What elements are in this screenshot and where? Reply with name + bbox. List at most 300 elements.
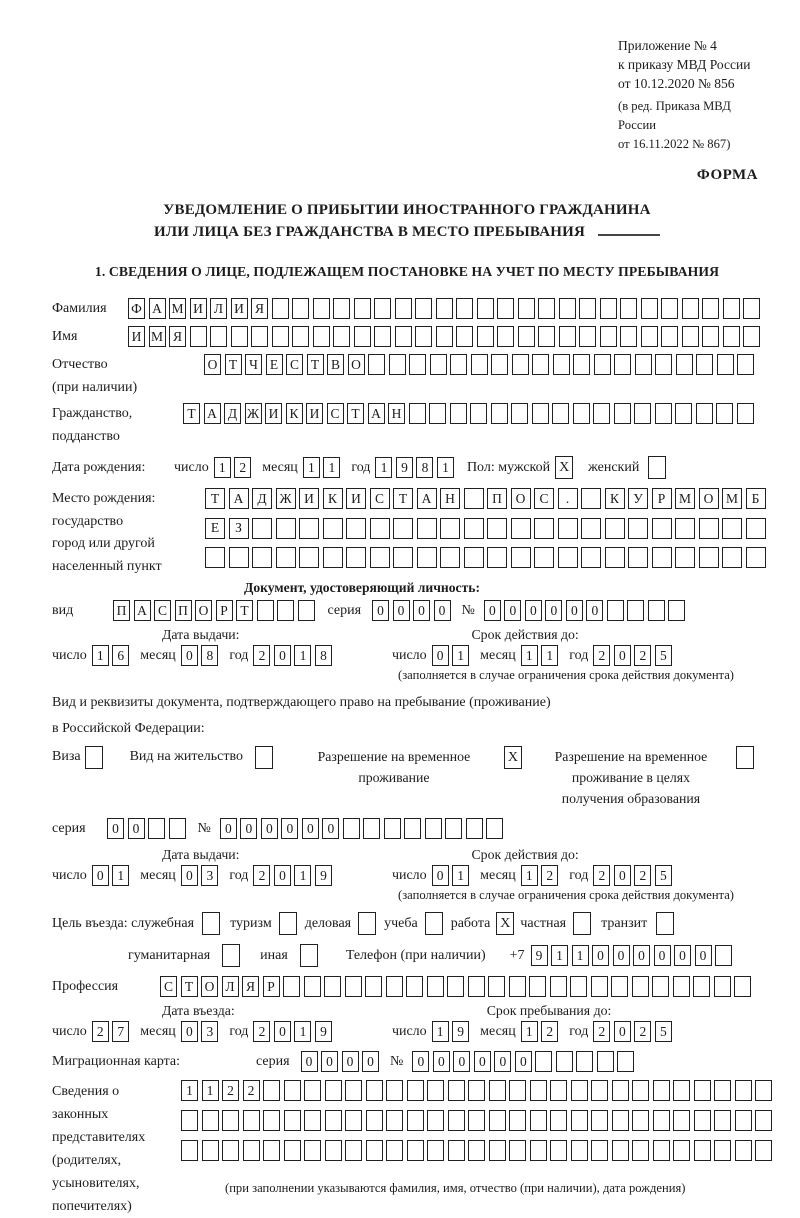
char-cell[interactable]: О — [201, 976, 218, 997]
entry-day-input[interactable] — [92, 1021, 130, 1042]
char-cell[interactable]: 3 — [201, 865, 218, 886]
char-cell[interactable]: О — [699, 488, 719, 509]
char-cell[interactable] — [673, 1110, 690, 1131]
char-cell[interactable] — [743, 326, 760, 347]
char-cell[interactable] — [518, 298, 535, 319]
char-cell[interactable] — [573, 403, 590, 424]
char-cell[interactable] — [648, 456, 666, 479]
char-cell[interactable] — [535, 1051, 552, 1072]
char-cell[interactable] — [404, 818, 421, 839]
char-cell[interactable]: 1 — [521, 1021, 538, 1042]
char-cell[interactable] — [222, 944, 240, 967]
char-cell[interactable]: 0 — [614, 645, 631, 666]
purpose-other-checkbox[interactable] — [300, 944, 318, 967]
char-cell[interactable]: 0 — [322, 818, 339, 839]
char-cell[interactable] — [661, 326, 678, 347]
char-cell[interactable] — [323, 518, 343, 539]
char-cell[interactable]: Ж — [245, 403, 262, 424]
char-cell[interactable]: И — [346, 488, 366, 509]
char-cell[interactable] — [366, 1080, 383, 1101]
char-cell[interactable] — [409, 403, 426, 424]
char-cell[interactable]: 1 — [521, 645, 538, 666]
char-cell[interactable]: 0 — [413, 600, 430, 621]
char-cell[interactable]: 6 — [112, 645, 129, 666]
char-cell[interactable] — [190, 326, 207, 347]
char-cell[interactable] — [427, 1080, 444, 1101]
entry-month-input[interactable] — [181, 1021, 219, 1042]
char-cell[interactable]: У — [628, 488, 648, 509]
char-cell[interactable] — [284, 1140, 301, 1161]
char-cell[interactable]: С — [160, 976, 177, 997]
char-cell[interactable] — [393, 547, 413, 568]
char-cell[interactable]: X — [496, 912, 514, 935]
char-cell[interactable] — [325, 1140, 342, 1161]
char-cell[interactable] — [573, 354, 590, 375]
char-cell[interactable] — [466, 818, 483, 839]
char-cell[interactable] — [210, 326, 227, 347]
char-cell[interactable]: 5 — [655, 865, 672, 886]
doc-expiry-day-input[interactable] — [432, 645, 470, 666]
char-cell[interactable] — [345, 1110, 362, 1131]
doc-series-input[interactable] — [372, 600, 451, 621]
char-cell[interactable]: 0 — [484, 600, 501, 621]
permit-issue-day-input[interactable] — [92, 865, 130, 886]
char-cell[interactable] — [304, 1140, 321, 1161]
char-cell[interactable]: Я — [169, 326, 186, 347]
char-cell[interactable]: 0 — [342, 1051, 359, 1072]
mc-series-input[interactable] — [301, 1051, 380, 1072]
char-cell[interactable]: 2 — [253, 865, 270, 886]
char-cell[interactable] — [393, 518, 413, 539]
char-cell[interactable]: 2 — [541, 865, 558, 886]
char-cell[interactable] — [632, 976, 649, 997]
char-cell[interactable] — [717, 354, 734, 375]
char-cell[interactable] — [509, 1080, 526, 1101]
char-cell[interactable] — [737, 354, 754, 375]
char-cell[interactable] — [417, 518, 437, 539]
char-cell[interactable] — [324, 976, 341, 997]
char-cell[interactable] — [497, 298, 514, 319]
char-cell[interactable] — [181, 1110, 198, 1131]
char-cell[interactable] — [243, 1140, 260, 1161]
char-cell[interactable] — [723, 326, 740, 347]
char-cell[interactable] — [511, 547, 531, 568]
char-cell[interactable] — [612, 1080, 629, 1101]
char-cell[interactable]: Р — [216, 600, 233, 621]
doc-number-input[interactable] — [484, 600, 686, 621]
char-cell[interactable] — [571, 1110, 588, 1131]
sex-male-checkbox[interactable] — [555, 456, 573, 479]
char-cell[interactable] — [429, 403, 446, 424]
char-cell[interactable] — [427, 1110, 444, 1131]
char-cell[interactable] — [436, 326, 453, 347]
char-cell[interactable] — [656, 912, 674, 935]
char-cell[interactable]: 8 — [201, 645, 218, 666]
char-cell[interactable] — [591, 1080, 608, 1101]
char-cell[interactable] — [682, 298, 699, 319]
doc-issue-month-input[interactable] — [181, 645, 219, 666]
char-cell[interactable] — [370, 518, 390, 539]
char-cell[interactable] — [538, 326, 555, 347]
char-cell[interactable]: 2 — [253, 1021, 270, 1042]
char-cell[interactable] — [470, 403, 487, 424]
char-cell[interactable] — [722, 547, 742, 568]
char-cell[interactable] — [653, 1140, 670, 1161]
char-cell[interactable]: 0 — [434, 600, 451, 621]
char-cell[interactable]: 0 — [181, 1021, 198, 1042]
char-cell[interactable]: 8 — [315, 645, 332, 666]
char-cell[interactable] — [325, 1110, 342, 1131]
char-cell[interactable] — [676, 354, 693, 375]
char-cell[interactable] — [313, 298, 330, 319]
char-cell[interactable] — [389, 354, 406, 375]
birthplace-row1-input[interactable] — [205, 488, 766, 509]
temp-permit-edu-checkbox[interactable] — [736, 746, 754, 769]
char-cell[interactable]: 0 — [432, 865, 449, 886]
char-cell[interactable]: О — [348, 354, 365, 375]
char-cell[interactable]: А — [149, 298, 166, 319]
char-cell[interactable] — [257, 600, 274, 621]
char-cell[interactable] — [202, 912, 220, 935]
char-cell[interactable] — [450, 354, 467, 375]
purpose-tourism-checkbox[interactable] — [279, 912, 297, 935]
char-cell[interactable] — [491, 354, 508, 375]
char-cell[interactable] — [409, 354, 426, 375]
char-cell[interactable]: 1 — [112, 865, 129, 886]
char-cell[interactable]: 0 — [362, 1051, 379, 1072]
char-cell[interactable]: М — [169, 298, 186, 319]
char-cell[interactable] — [736, 746, 754, 769]
char-cell[interactable] — [450, 403, 467, 424]
char-cell[interactable] — [755, 1140, 772, 1161]
char-cell[interactable] — [488, 976, 505, 997]
char-cell[interactable] — [448, 1140, 465, 1161]
char-cell[interactable] — [313, 326, 330, 347]
char-cell[interactable]: 0 — [107, 818, 124, 839]
char-cell[interactable]: 0 — [525, 600, 542, 621]
permit-expiry-day-input[interactable] — [432, 865, 470, 886]
representatives-row3-input[interactable] — [181, 1140, 772, 1161]
char-cell[interactable] — [534, 518, 554, 539]
char-cell[interactable] — [511, 518, 531, 539]
char-cell[interactable]: Д — [252, 488, 272, 509]
char-cell[interactable] — [696, 403, 713, 424]
char-cell[interactable] — [386, 1080, 403, 1101]
char-cell[interactable] — [699, 547, 719, 568]
char-cell[interactable] — [635, 354, 652, 375]
char-cell[interactable] — [755, 1110, 772, 1131]
char-cell[interactable]: Т — [393, 488, 413, 509]
char-cell[interactable]: С — [154, 600, 171, 621]
char-cell[interactable] — [292, 326, 309, 347]
char-cell[interactable]: М — [149, 326, 166, 347]
char-cell[interactable] — [550, 1080, 567, 1101]
char-cell[interactable] — [386, 1110, 403, 1131]
char-cell[interactable]: Е — [266, 354, 283, 375]
char-cell[interactable] — [591, 1140, 608, 1161]
char-cell[interactable] — [715, 945, 732, 966]
char-cell[interactable]: А — [204, 403, 221, 424]
stay-year-input[interactable] — [593, 1021, 672, 1042]
char-cell[interactable] — [696, 354, 713, 375]
char-cell[interactable] — [550, 1140, 567, 1161]
char-cell[interactable]: 1 — [303, 457, 320, 478]
char-cell[interactable] — [365, 976, 382, 997]
char-cell[interactable] — [634, 403, 651, 424]
char-cell[interactable] — [550, 976, 567, 997]
permit-expiry-year-input[interactable] — [593, 865, 672, 886]
char-cell[interactable]: Е — [205, 518, 225, 539]
char-cell[interactable]: Ф — [128, 298, 145, 319]
char-cell[interactable] — [489, 1110, 506, 1131]
char-cell[interactable] — [714, 1140, 731, 1161]
char-cell[interactable]: Л — [222, 976, 239, 997]
char-cell[interactable]: Р — [652, 488, 672, 509]
char-cell[interactable] — [181, 1140, 198, 1161]
char-cell[interactable]: Н — [388, 403, 405, 424]
char-cell[interactable]: 0 — [614, 1021, 631, 1042]
char-cell[interactable]: И — [306, 403, 323, 424]
char-cell[interactable] — [530, 1110, 547, 1131]
char-cell[interactable]: О — [204, 354, 221, 375]
char-cell[interactable] — [205, 547, 225, 568]
char-cell[interactable]: 1 — [202, 1080, 219, 1101]
purpose-transit-checkbox[interactable] — [656, 912, 674, 935]
char-cell[interactable] — [487, 518, 507, 539]
char-cell[interactable] — [600, 326, 617, 347]
char-cell[interactable] — [558, 518, 578, 539]
char-cell[interactable] — [464, 547, 484, 568]
char-cell[interactable] — [406, 976, 423, 997]
doc-expiry-month-input[interactable] — [521, 645, 559, 666]
char-cell[interactable] — [714, 1110, 731, 1131]
char-cell[interactable] — [655, 403, 672, 424]
char-cell[interactable] — [263, 1140, 280, 1161]
char-cell[interactable] — [283, 976, 300, 997]
char-cell[interactable] — [605, 547, 625, 568]
char-cell[interactable]: Т — [236, 600, 253, 621]
char-cell[interactable]: 8 — [416, 457, 433, 478]
char-cell[interactable] — [255, 746, 273, 769]
char-cell[interactable]: 1 — [294, 1021, 311, 1042]
char-cell[interactable] — [512, 354, 529, 375]
char-cell[interactable]: 0 — [586, 600, 603, 621]
char-cell[interactable]: 0 — [372, 600, 389, 621]
char-cell[interactable] — [648, 600, 665, 621]
char-cell[interactable] — [346, 518, 366, 539]
char-cell[interactable]: И — [128, 326, 145, 347]
char-cell[interactable]: 0 — [614, 865, 631, 886]
char-cell[interactable]: П — [487, 488, 507, 509]
char-cell[interactable]: Ж — [276, 488, 296, 509]
purpose-business-checkbox[interactable] — [358, 912, 376, 935]
char-cell[interactable]: 0 — [613, 945, 630, 966]
char-cell[interactable]: 2 — [234, 457, 251, 478]
char-cell[interactable] — [668, 600, 685, 621]
char-cell[interactable] — [628, 547, 648, 568]
char-cell[interactable]: Я — [242, 976, 259, 997]
purpose-work-checkbox[interactable] — [496, 912, 514, 935]
char-cell[interactable]: 1 — [541, 645, 558, 666]
char-cell[interactable]: 0 — [181, 645, 198, 666]
char-cell[interactable] — [252, 518, 272, 539]
char-cell[interactable] — [276, 547, 296, 568]
char-cell[interactable] — [386, 976, 403, 997]
char-cell[interactable] — [534, 547, 554, 568]
char-cell[interactable] — [231, 326, 248, 347]
purpose-humanitarian-checkbox[interactable] — [222, 944, 240, 967]
char-cell[interactable]: 0 — [302, 818, 319, 839]
char-cell[interactable]: Л — [210, 298, 227, 319]
char-cell[interactable]: 0 — [274, 865, 291, 886]
char-cell[interactable] — [497, 326, 514, 347]
char-cell[interactable] — [243, 1110, 260, 1131]
char-cell[interactable] — [487, 547, 507, 568]
char-cell[interactable] — [304, 1080, 321, 1101]
char-cell[interactable] — [632, 1110, 649, 1131]
char-cell[interactable] — [581, 518, 601, 539]
char-cell[interactable] — [304, 976, 321, 997]
char-cell[interactable] — [530, 1080, 547, 1101]
char-cell[interactable]: 1 — [521, 865, 538, 886]
char-cell[interactable] — [202, 1110, 219, 1131]
char-cell[interactable]: 0 — [633, 945, 650, 966]
char-cell[interactable]: 0 — [494, 1051, 511, 1072]
char-cell[interactable] — [415, 326, 432, 347]
char-cell[interactable] — [440, 518, 460, 539]
char-cell[interactable] — [571, 1080, 588, 1101]
char-cell[interactable] — [263, 1110, 280, 1131]
char-cell[interactable]: А — [229, 488, 249, 509]
citizenship-input[interactable] — [183, 403, 754, 424]
char-cell[interactable]: 0 — [453, 1051, 470, 1072]
char-cell[interactable] — [559, 326, 576, 347]
char-cell[interactable] — [407, 1080, 424, 1101]
char-cell[interactable]: Б — [746, 488, 766, 509]
char-cell[interactable]: 0 — [433, 1051, 450, 1072]
char-cell[interactable]: 2 — [634, 1021, 651, 1042]
char-cell[interactable] — [734, 976, 751, 997]
char-cell[interactable] — [591, 976, 608, 997]
char-cell[interactable] — [468, 1140, 485, 1161]
char-cell[interactable] — [298, 600, 315, 621]
char-cell[interactable]: 2 — [593, 865, 610, 886]
char-cell[interactable]: 0 — [92, 865, 109, 886]
char-cell[interactable] — [345, 1140, 362, 1161]
char-cell[interactable] — [538, 298, 555, 319]
char-cell[interactable] — [374, 298, 391, 319]
char-cell[interactable] — [702, 326, 719, 347]
char-cell[interactable] — [661, 298, 678, 319]
char-cell[interactable] — [581, 488, 601, 509]
char-cell[interactable]: С — [370, 488, 390, 509]
phone-input[interactable] — [531, 945, 733, 966]
char-cell[interactable] — [652, 976, 669, 997]
char-cell[interactable]: Т — [205, 488, 225, 509]
char-cell[interactable] — [464, 518, 484, 539]
char-cell[interactable] — [702, 298, 719, 319]
char-cell[interactable] — [407, 1110, 424, 1131]
doc-type-input[interactable] — [113, 600, 315, 621]
char-cell[interactable] — [628, 518, 648, 539]
representatives-row1-input[interactable] — [181, 1080, 772, 1101]
char-cell[interactable] — [673, 1080, 690, 1101]
char-cell[interactable]: 2 — [634, 645, 651, 666]
birth-month-input[interactable] — [303, 457, 341, 478]
char-cell[interactable] — [746, 518, 766, 539]
char-cell[interactable] — [202, 1140, 219, 1161]
doc-issue-year-input[interactable] — [253, 645, 332, 666]
char-cell[interactable]: . — [558, 488, 578, 509]
char-cell[interactable] — [653, 1080, 670, 1101]
char-cell[interactable] — [468, 976, 485, 997]
char-cell[interactable]: 0 — [566, 600, 583, 621]
purpose-study-checkbox[interactable] — [425, 912, 443, 935]
char-cell[interactable]: Ч — [245, 354, 262, 375]
given-name-input[interactable] — [128, 326, 760, 347]
char-cell[interactable]: П — [113, 600, 130, 621]
birth-year-input[interactable] — [375, 457, 454, 478]
char-cell[interactable]: 1 — [452, 645, 469, 666]
char-cell[interactable]: 3 — [201, 1021, 218, 1042]
entry-year-input[interactable] — [253, 1021, 332, 1042]
char-cell[interactable] — [346, 547, 366, 568]
residence-permit-checkbox[interactable] — [255, 746, 273, 769]
char-cell[interactable] — [251, 326, 268, 347]
char-cell[interactable]: 0 — [181, 865, 198, 886]
char-cell[interactable] — [300, 944, 318, 967]
char-cell[interactable] — [716, 403, 733, 424]
char-cell[interactable] — [694, 1080, 711, 1101]
char-cell[interactable]: 0 — [695, 945, 712, 966]
char-cell[interactable] — [440, 547, 460, 568]
char-cell[interactable] — [279, 912, 297, 935]
char-cell[interactable] — [263, 1080, 280, 1101]
char-cell[interactable] — [358, 912, 376, 935]
char-cell[interactable]: 0 — [654, 945, 671, 966]
patronymic-input[interactable] — [204, 354, 754, 375]
char-cell[interactable] — [591, 1110, 608, 1131]
birthplace-row2-input[interactable] — [205, 518, 766, 539]
char-cell[interactable] — [597, 1051, 614, 1072]
char-cell[interactable]: Я — [251, 298, 268, 319]
char-cell[interactable] — [407, 1140, 424, 1161]
char-cell[interactable]: Т — [181, 976, 198, 997]
char-cell[interactable] — [735, 1110, 752, 1131]
char-cell[interactable] — [627, 600, 644, 621]
char-cell[interactable] — [272, 298, 289, 319]
char-cell[interactable] — [395, 326, 412, 347]
char-cell[interactable] — [559, 298, 576, 319]
birthplace-row3-input[interactable] — [205, 547, 766, 568]
char-cell[interactable]: 1 — [375, 457, 392, 478]
char-cell[interactable] — [384, 818, 401, 839]
char-cell[interactable]: 0 — [274, 645, 291, 666]
char-cell[interactable]: 0 — [321, 1051, 338, 1072]
char-cell[interactable] — [694, 1140, 711, 1161]
char-cell[interactable] — [593, 403, 610, 424]
char-cell[interactable] — [445, 818, 462, 839]
char-cell[interactable] — [509, 1110, 526, 1131]
char-cell[interactable] — [370, 547, 390, 568]
char-cell[interactable]: 2 — [253, 645, 270, 666]
char-cell[interactable] — [550, 1110, 567, 1131]
char-cell[interactable]: К — [286, 403, 303, 424]
char-cell[interactable] — [693, 976, 710, 997]
char-cell[interactable] — [579, 298, 596, 319]
char-cell[interactable] — [605, 518, 625, 539]
char-cell[interactable] — [354, 298, 371, 319]
